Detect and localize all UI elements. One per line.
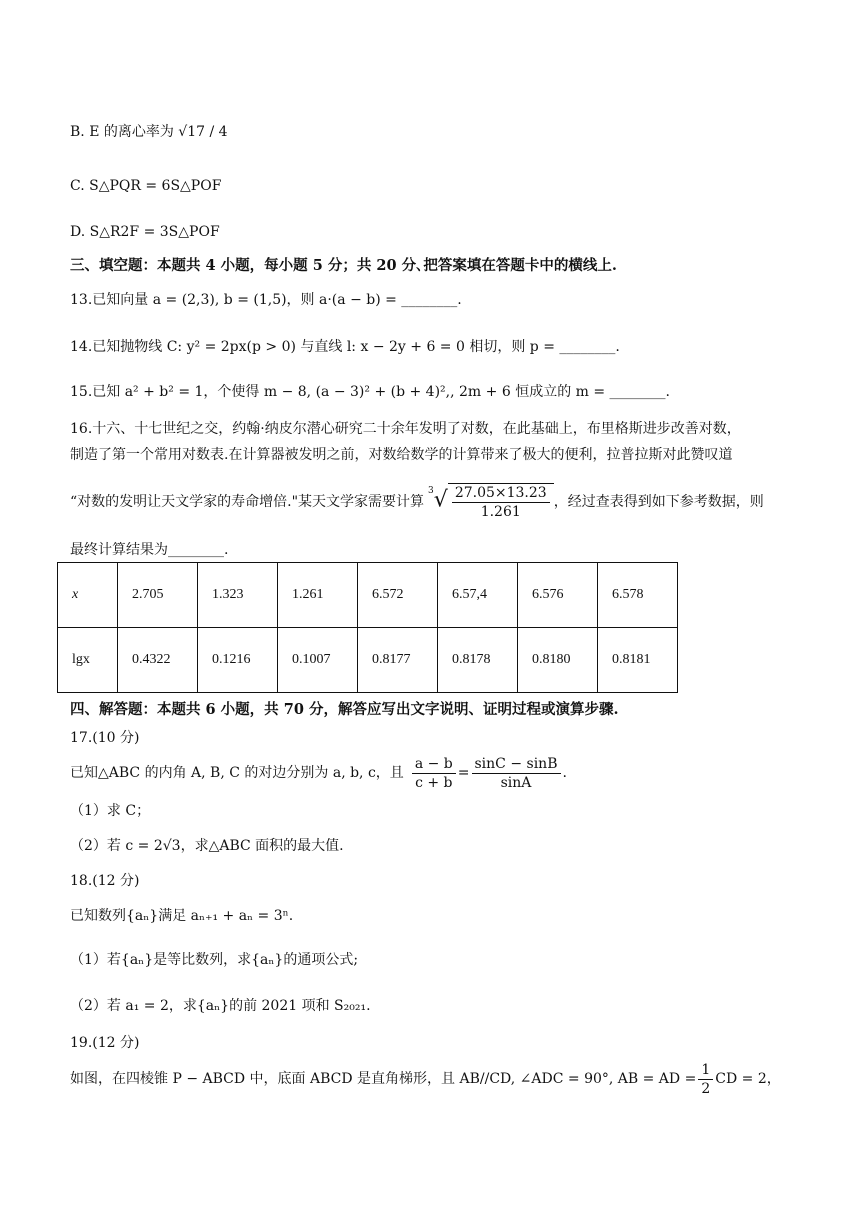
answer-section-header: 四、解答题：本题共 6 小题，共 70 分，解答应写出文字说明、证明过程或演算步骤. bbox=[70, 701, 619, 718]
q16-radical-num: 27.05×13.23 bbox=[452, 484, 550, 503]
log-reference-table bbox=[57, 562, 678, 693]
question-15: 15.已知 a² + b² = 1，个使得 m − 8, (a − 3)² + (b + 4)²,, 2m + 6 恒成立的 m = ________. bbox=[70, 384, 670, 400]
q19-half-fraction bbox=[698, 1061, 713, 1098]
q16-pre-text: “对数的发明让天文学家的寿命增倍."某天文学家需要计算 bbox=[70, 494, 425, 510]
q17-fraction-left bbox=[412, 755, 456, 792]
table-cell: 6.57,4 bbox=[438, 563, 518, 628]
table-cell: lgx bbox=[58, 628, 118, 693]
question-17-part2: （2）若 c = 2√3，求△ABC 面积的最大值. bbox=[70, 838, 344, 854]
q19-stem-text: 如图，在四棱锥 P − ABCD 中，底面 ABCD 是直角梯形，且 AB//CD, ∠ADC = 90°, AB = AD = bbox=[70, 1071, 697, 1087]
table-cell: 0.1216 bbox=[198, 628, 278, 693]
table-cell: 0.1007 bbox=[278, 628, 358, 693]
q17-frac1-num: a − b bbox=[412, 755, 456, 774]
table-cell: x bbox=[58, 563, 118, 628]
table-cell: 2.705 bbox=[118, 563, 198, 628]
table-cell: 0.8178 bbox=[438, 628, 518, 693]
q17-frac1-den: c + b bbox=[415, 774, 453, 791]
question-13: 13.已知向量 a = (2,3), b = (1,5)，则 a·(a − b) = ________. bbox=[70, 292, 462, 308]
question-14: 14.已知抛物线 C: y² = 2px(p > 0) 与直线 l: x − 2y + 6 = 0 相切，则 p = ________. bbox=[70, 339, 620, 355]
question-18-part1: （1）若{aₙ}是等比数列，求{aₙ}的通项公式; bbox=[70, 952, 359, 968]
option-c: C. S△PQR = 6S△POF bbox=[70, 178, 222, 194]
q17-frac2-num: sinC − sinB bbox=[472, 755, 561, 774]
table-cell: 6.578 bbox=[598, 563, 678, 628]
table-cell: 0.8177 bbox=[358, 628, 438, 693]
question-17-part1: （1）求 C； bbox=[70, 803, 151, 819]
table-cell: 6.576 bbox=[518, 563, 598, 628]
q19-stem-post: CD = 2， bbox=[715, 1071, 781, 1087]
option-d: D. S△R2F = 3S△POF bbox=[70, 224, 220, 240]
q17-frac2-den: sinA bbox=[500, 774, 532, 791]
q19-half-num: 1 bbox=[698, 1061, 713, 1080]
table-cell: 0.4322 bbox=[118, 628, 198, 693]
q17-fraction-right bbox=[472, 755, 561, 792]
q16-radical-fraction bbox=[452, 484, 550, 521]
table-cell: 0.8180 bbox=[518, 628, 598, 693]
q17-stem-text: 已知△ABC 的内角 A, B, C 的对边分别为 a, b, c，且 bbox=[70, 765, 404, 781]
table-cell: 0.8181 bbox=[598, 628, 678, 693]
q16-radical-den: 1.261 bbox=[480, 504, 521, 520]
question-19-title: 19.(12 分) bbox=[70, 1035, 140, 1051]
question-18-title: 18.(12 分) bbox=[70, 873, 140, 889]
option-b-text: B. E 的离心率为 √17 / 4 bbox=[70, 124, 228, 140]
table-cell: 6.572 bbox=[358, 563, 438, 628]
question-18-part2: （2）若 a₁ = 2，求{aₙ}的前 2021 项和 S₂₀₂₁. bbox=[70, 998, 371, 1014]
question-16-line2: 制造了第一个常用对数表.在计算器被发明之前，对数给数学的计算带来了极大的便利，拉普拉斯对此赞叹道 bbox=[70, 447, 733, 463]
table-cell: 1.323 bbox=[198, 563, 278, 628]
table-row-x bbox=[58, 563, 678, 628]
q16-post-text: ，经过查表得到如下参考数据，则 bbox=[553, 494, 764, 510]
question-17-stem: 已知△ABC 的内角 A, B, C 的对边分别为 a, b, c，且 $\frac{a - b}{c + b}$ = $\frac{\sin C - \sin B}{\sin A}$ . bbox=[70, 755, 567, 791]
question-16-line4: 最终计算结果为________. bbox=[70, 542, 229, 558]
question-16-line1: 16.十六、十七世纪之交，约翰·纳皮尔潜心研究二十余年发明了对数，在此基础上，布里格斯进步改善对数， bbox=[70, 421, 741, 437]
question-18-stem: 已知数列{aₙ}满足 aₙ₊₁ + aₙ = 3ⁿ. bbox=[70, 908, 294, 924]
table-cell: 1.261 bbox=[278, 563, 358, 628]
question-16-line3 bbox=[70, 480, 764, 524]
question-17-title: 17.(10 分) bbox=[70, 730, 140, 746]
q19-half-den: 2 bbox=[701, 1080, 711, 1097]
question-19-stem bbox=[70, 1058, 781, 1100]
q17-equals: = bbox=[457, 765, 470, 781]
fill-section-header: 三、填空题：本题共 4 小题，每小题 5 分；共 20 分､把答案填在答题卡中的横线上. bbox=[70, 257, 617, 274]
table-row-lgx bbox=[58, 628, 678, 693]
cube-root: $^3$√ $\frac{27.05\times 13.23}{1.261}$ bbox=[428, 483, 554, 521]
